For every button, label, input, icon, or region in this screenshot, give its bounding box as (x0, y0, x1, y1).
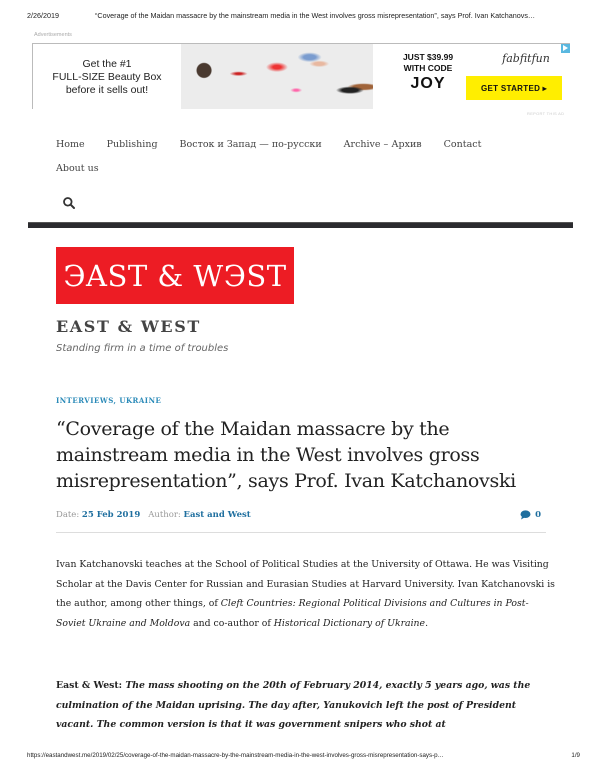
nav-item-home[interactable]: Home (56, 138, 85, 150)
site-title[interactable]: EAST & WEST (56, 317, 201, 336)
nav-item-contact[interactable]: Contact (443, 138, 482, 150)
main-nav (56, 138, 556, 174)
meta-divider (56, 532, 546, 533)
article-author[interactable]: East and West (183, 510, 251, 520)
ad-label: Advertisements (34, 32, 72, 38)
comment-bubble-icon (520, 510, 531, 520)
book-title: Historical Dictionary of Ukraine (273, 617, 426, 629)
article-meta (56, 510, 541, 520)
ad-brand-logo: fabfitfun (502, 52, 550, 65)
site-logo-text: ЭAST & WЭST (63, 258, 287, 293)
ad-headline-line: FULL-SIZE Beauty Box (52, 70, 162, 83)
nav-item-archive[interactable]: Archive – Архив (343, 138, 422, 150)
intro-text: . (425, 617, 429, 629)
intro-text: and co-author of (190, 617, 274, 629)
nav-item-publishing[interactable]: Publishing (106, 138, 158, 150)
book-title: Cleft Countries: Regional Political Divisions and Cultures in Post-Soviet Ukraine and Moldova (56, 598, 529, 629)
interview-question (56, 676, 556, 735)
nav-item-russian[interactable]: Восток и Запад — по-русски (179, 138, 322, 150)
author-label: Author: (148, 510, 181, 520)
print-url: https://eastandwest.me/2019/02/25/coverage-of-the-maidan-massacre-by-the-mainstream-media-in-the-west-involves-gross-misrepresentation-says-p… (27, 752, 444, 759)
advertisement-banner[interactable] (32, 43, 570, 109)
comment-count: 0 (535, 510, 541, 520)
nav-item-about-us[interactable]: About us (56, 162, 99, 174)
ad-get-started-button[interactable]: GET STARTED ▸ (466, 76, 562, 100)
adchoices-icon[interactable] (561, 44, 570, 53)
site-tagline: Standing firm in a time of troubles (56, 343, 229, 354)
print-page-title: “Coverage of the Maidan massacre by the mainstream media in the West involves gross misrepresentation”, says Prof. Ivan Katchanovs… (95, 11, 536, 20)
ad-headline-line: Get the #1 (82, 57, 132, 70)
question-text: The mass shooting on the 20th of February 2014, exactly 5 years ago, was the culmination of the Maidan uprising. The day after, Yanukovich left the post of President vacant. The common version is that it was government snipers who shot at (56, 680, 531, 731)
date-label: Date: (56, 510, 80, 520)
question-speaker: East & West: (56, 680, 123, 691)
ad-product-photo[interactable] (181, 44, 373, 109)
ad-headline[interactable] (33, 44, 181, 109)
article-categories[interactable]: INTERVIEWS, UKRAINE (56, 396, 162, 405)
print-page-number: 1/9 (571, 752, 580, 759)
header-divider-bar (28, 222, 573, 228)
print-header (27, 11, 580, 20)
article-intro-paragraph (56, 555, 556, 633)
print-date: 2/26/2019 (27, 11, 59, 20)
report-ad-link[interactable]: REPORT THIS AD (527, 111, 565, 116)
search-button[interactable] (62, 195, 76, 209)
article-date[interactable]: 25 Feb 2019 (81, 510, 141, 520)
ad-offer-price: JUST $39.99 (402, 52, 454, 62)
search-icon (62, 196, 76, 210)
print-footer (27, 752, 580, 759)
site-logo[interactable] (56, 247, 294, 304)
article-title: “Coverage of the Maidan massacre by the mainstream media in the West involves gross misrepresentation”, says Prof. Ivan Katchanovski (56, 418, 516, 492)
ad-headline-line: before it sells out! (65, 83, 149, 96)
ad-offer-code-label: WITH CODE (403, 63, 453, 73)
intro-text: Ivan Katchanovski teaches at the School of Political Studies at the University of Ottawa. He was Visiting Scholar at the Davis Center for Russian and Eurasian Studies at Harvard University. Ivan Katchanovski is the author, among other things, of (56, 559, 555, 610)
comments-link[interactable] (520, 510, 541, 520)
ad-offer-code: JOY (410, 75, 446, 92)
